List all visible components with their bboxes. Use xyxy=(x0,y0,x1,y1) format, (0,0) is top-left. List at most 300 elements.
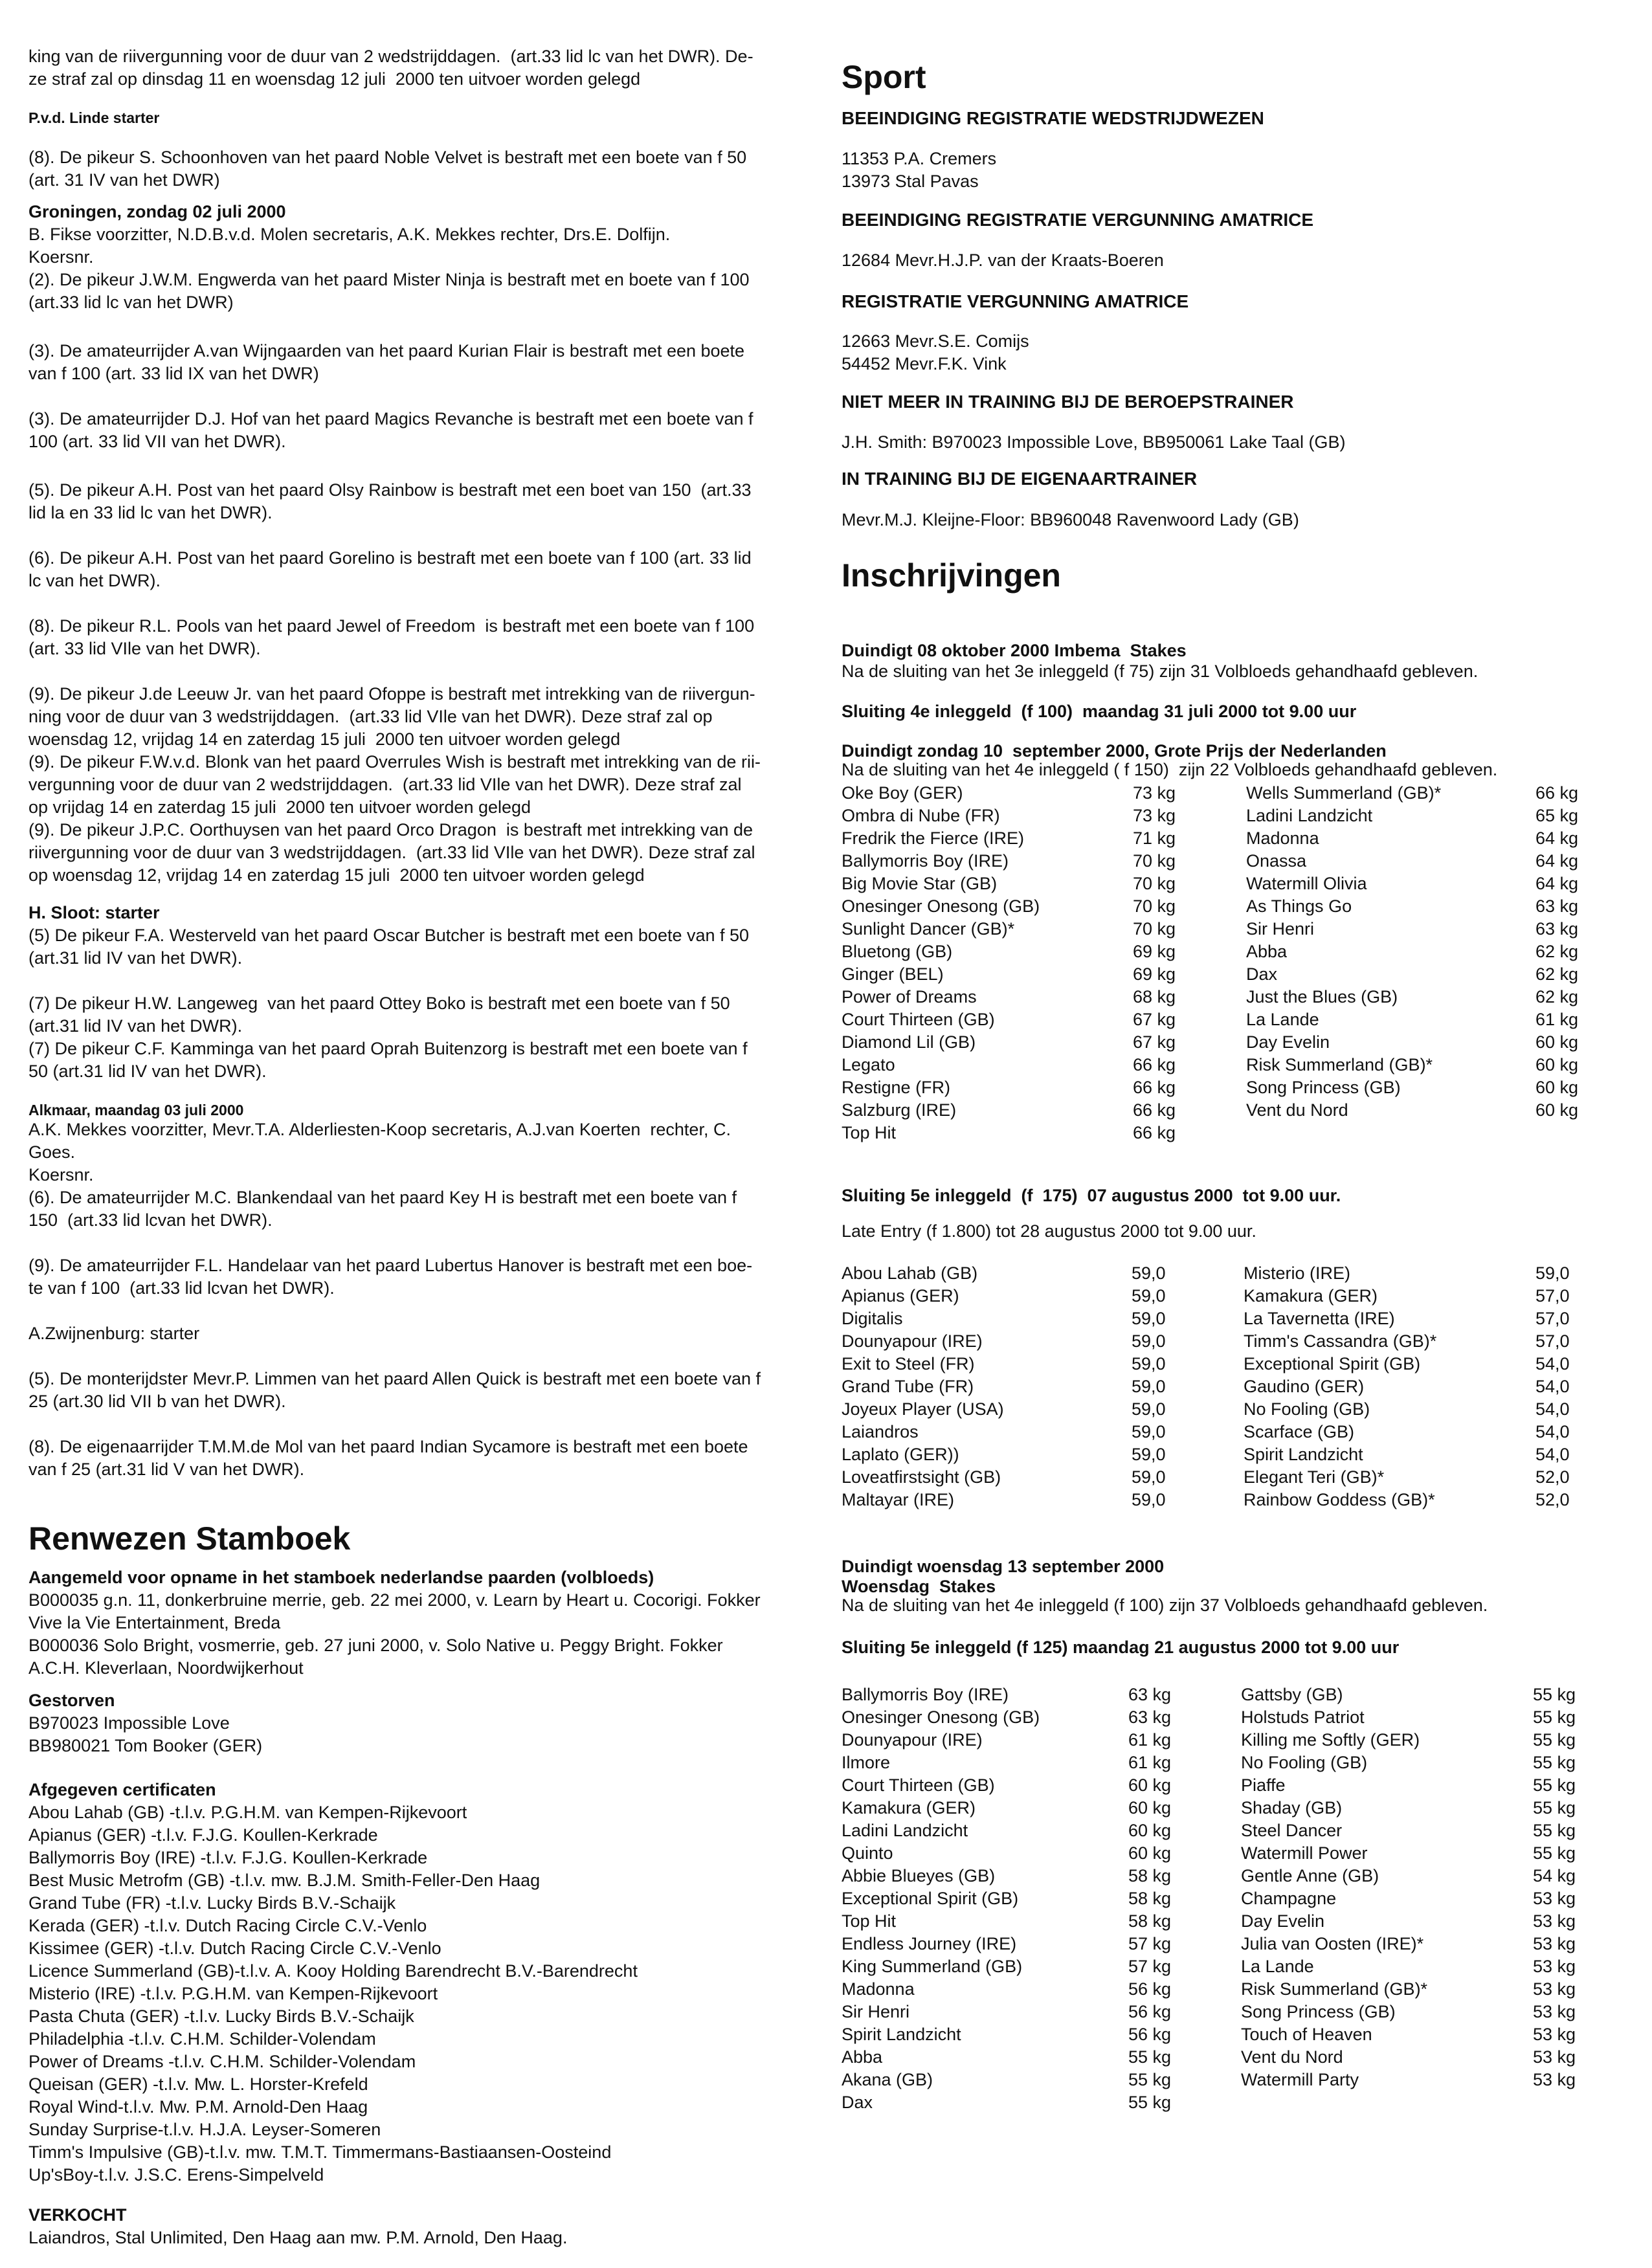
weight-value: 55 kg xyxy=(1128,2093,1172,2112)
weight-value: 54,0 xyxy=(1535,1399,1570,1419)
entry-row xyxy=(842,2091,1618,2114)
horse-name: Vent du Nord xyxy=(1246,1100,1348,1120)
weight-value: 60 kg xyxy=(1535,1100,1579,1120)
fine-line: (7) De pikeur C.F. Kamminga van het paard Oprah Buitenzorg is bestraft met een boete van f xyxy=(28,1039,748,1058)
horse-name: Power of Dreams xyxy=(842,987,977,1006)
weight-value: 55 kg xyxy=(1533,1730,1576,1750)
fine-line: (7) De pikeur H.W. Langeweg van het paard Ottey Boko is bestraft met een boete van f 50 xyxy=(28,994,730,1013)
weight-value: 61 kg xyxy=(1128,1730,1172,1750)
entry-row xyxy=(842,1099,1618,1122)
fine-line: te van f 100 (art.33 lid lcvan het DWR). xyxy=(28,1278,335,1298)
closing-line: Sluiting 4e inleggeld (f 100) maandag 31 juli 2000 tot 9.00 uur xyxy=(842,702,1357,721)
closing-line: Sluiting 5e inleggeld (f 125) maandag 21 augustus 2000 tot 9.00 uur xyxy=(842,1638,1400,1657)
horse-name: Legato xyxy=(842,1055,895,1074)
race-note: Na de sluiting van het 4e inleggeld ( f 150) zijn 22 Volbloeds gehandhaafd gebleven. xyxy=(842,760,1498,779)
race-title: Woensdag Stakes xyxy=(842,1577,996,1596)
officials-line: Koersnr. xyxy=(28,247,94,267)
horse-name: Madonna xyxy=(842,1979,915,1999)
fine-line: lid la en 33 lid lc van het DWR). xyxy=(28,503,273,522)
weight-value: 57,0 xyxy=(1535,1309,1570,1328)
entry-row xyxy=(842,873,1618,895)
horse-name: Ilmore xyxy=(842,1753,891,1772)
weight-value: 53 kg xyxy=(1533,2047,1576,2067)
horse-name: Fredrik the Fierce (IRE) xyxy=(842,828,1025,848)
weight-value: 59,0 xyxy=(1132,1377,1166,1396)
weight-value: 55 kg xyxy=(1533,1685,1576,1704)
weight-value: 53 kg xyxy=(1533,2025,1576,2044)
horse-name: Onassa xyxy=(1246,851,1307,871)
horse-name: Watermill Power xyxy=(1241,1843,1368,1863)
weight-value: 55 kg xyxy=(1128,2070,1172,2089)
weight-value: 66 kg xyxy=(1133,1078,1176,1097)
horse-name: Exceptional Spirit (GB) xyxy=(1244,1354,1421,1373)
weight-value: 55 kg xyxy=(1533,1798,1576,1818)
fine-line: (3). De amateurrijder A.van Wijngaarden van het paard Kurian Flair is bestraft met een boete xyxy=(28,341,745,361)
horse-name: Court Thirteen (GB) xyxy=(842,1010,995,1029)
weight-value: 62 kg xyxy=(1535,964,1579,984)
fine-line: 100 (art. 33 lid VII van het DWR). xyxy=(28,432,286,451)
entry-row xyxy=(842,1285,1618,1307)
registration-heading: BEEINDIGING REGISTRATIE WEDSTRIJDWEZEN xyxy=(842,108,1264,128)
weight-value: 54 kg xyxy=(1533,1866,1576,1885)
suspension-line: (9). De pikeur J.P.C. Oorthuysen van het paard Orco Dragon is bestraft met intrekking van de xyxy=(28,820,753,839)
horse-name: Dounyapour (IRE) xyxy=(842,1730,983,1750)
weight-value: 64 kg xyxy=(1535,874,1579,893)
weight-value: 69 kg xyxy=(1133,942,1176,961)
weight-value: 56 kg xyxy=(1128,2002,1172,2021)
weight-value: 73 kg xyxy=(1133,806,1176,825)
race-note: Na de sluiting van het 4e inleggeld (f 100) zijn 37 Volbloeds gehandhaafd gebleven. xyxy=(842,1595,1488,1615)
registration-line: 12663 Mevr.S.E. Comijs xyxy=(842,331,1029,351)
weight-value: 53 kg xyxy=(1533,1957,1576,1976)
horse-name: Ladini Landzicht xyxy=(842,1821,968,1840)
weight-value: 53 kg xyxy=(1533,1889,1576,1908)
weight-value: 66 kg xyxy=(1133,1123,1176,1142)
meeting-title: Alkmaar, maandag 03 juli 2000 xyxy=(28,1102,244,1118)
entry-row xyxy=(842,1054,1618,1076)
weight-value: 66 kg xyxy=(1133,1055,1176,1074)
horse-name: Misterio (IRE) xyxy=(1244,1263,1351,1283)
officials-line: B. Fikse voorzitter, N.D.B.v.d. Molen secretaris, A.K. Mekkes rechter, Drs.E. Dolfijn. xyxy=(28,225,671,244)
entry-row xyxy=(842,2069,1618,2091)
entry-row xyxy=(842,1955,1618,1978)
weight-value: 60 kg xyxy=(1128,1843,1172,1863)
horse-name: Watermill Olivia xyxy=(1246,874,1367,893)
registry-line: B000035 g.n. 11, donkerbruine merrie, geb. 22 mei 2000, v. Learn by Heart u. Cocorigi. Fokker xyxy=(28,1590,761,1610)
horse-name: As Things Go xyxy=(1246,896,1352,916)
weight-value: 59,0 xyxy=(1535,1263,1570,1283)
horse-name: Bluetong (GB) xyxy=(842,942,953,961)
entry-row xyxy=(842,1774,1618,1797)
fine-line: 50 (art.31 lid IV van het DWR). xyxy=(28,1062,267,1081)
weight-value: 70 kg xyxy=(1133,896,1176,916)
paragraph-line: ze straf zal op dinsdag 11 en woensdag 12 juli 2000 ten uitvoer worden gelegd xyxy=(28,69,641,89)
horse-name: La Tavernetta (IRE) xyxy=(1244,1309,1395,1328)
horse-name: Day Evelin xyxy=(1246,1032,1330,1052)
fine-line: van f 25 (art.31 lid V van het DWR). xyxy=(28,1460,305,1479)
weight-value: 58 kg xyxy=(1128,1866,1172,1885)
registration-line: 11353 P.A. Cremers xyxy=(842,149,997,168)
fine-line: van f 100 (art. 33 lid IX van het DWR) xyxy=(28,364,319,383)
fine-line: (2). De pikeur J.W.M. Engwerda van het paard Mister Ninja is bestraft met en boete van f 100 xyxy=(28,270,750,289)
horse-name: Salzburg (IRE) xyxy=(842,1100,957,1120)
weight-value: 59,0 xyxy=(1132,1286,1166,1306)
horse-name: Sir Henri xyxy=(1246,919,1315,939)
officials-line: Koersnr. xyxy=(28,1165,94,1184)
weight-value: 55 kg xyxy=(1128,2047,1172,2067)
weight-value: 71 kg xyxy=(1133,828,1176,848)
horse-name: Top Hit xyxy=(842,1123,897,1142)
registry-line: BB980021 Tom Booker (GER) xyxy=(28,1736,263,1755)
horse-name: Rainbow Goddess (GB)* xyxy=(1244,1490,1435,1509)
weight-value: 56 kg xyxy=(1128,1979,1172,1999)
horse-name: Abou Lahab (GB) xyxy=(842,1263,978,1283)
horse-name: Abbie Blueyes (GB) xyxy=(842,1866,996,1885)
weight-value: 54,0 xyxy=(1535,1377,1570,1396)
weight-value: 60 kg xyxy=(1128,1821,1172,1840)
registration-line: J.H. Smith: B970023 Impossible Love, BB950061 Lake Taal (GB) xyxy=(842,432,1346,452)
horse-name: Laplato (GER)) xyxy=(842,1445,959,1464)
weight-value: 53 kg xyxy=(1533,1934,1576,1953)
entry-row xyxy=(842,1375,1618,1398)
horse-name: Ballymorris Boy (IRE) xyxy=(842,1685,1009,1704)
horse-name: Diamond Lil (GB) xyxy=(842,1032,976,1052)
certificate-line: Pasta Chuta (GER) -t.l.v. Lucky Birds B.V.-Schaijk xyxy=(28,2007,414,2026)
fine-line: (6). De amateurrijder M.C. Blankendaal van het paard Key H is bestraft met een boete van f xyxy=(28,1188,737,1207)
weight-value: 63 kg xyxy=(1535,919,1579,939)
horse-name: Steel Dancer xyxy=(1241,1821,1343,1840)
weight-value: 59,0 xyxy=(1132,1467,1166,1487)
weight-value: 63 kg xyxy=(1128,1707,1172,1727)
registration-heading: NIET MEER IN TRAINING BIJ DE BEROEPSTRAINER xyxy=(842,392,1294,412)
horse-name: Restigne (FR) xyxy=(842,1078,951,1097)
fine-line: (art.31 lid IV van het DWR). xyxy=(28,948,243,968)
entry-row xyxy=(842,1307,1618,1330)
horse-name: Wells Summerland (GB)* xyxy=(1246,783,1442,803)
fine-line: (8). De pikeur R.L. Pools van het paard Jewel of Freedom is bestraft met een boete van f 100 xyxy=(28,616,755,636)
weight-value: 53 kg xyxy=(1533,1979,1576,1999)
horse-name: Sunlight Dancer (GB)* xyxy=(842,919,1015,939)
horse-name: Risk Summerland (GB)* xyxy=(1241,1979,1428,1999)
horse-name: Julia van Oosten (IRE)* xyxy=(1241,1934,1424,1953)
registry-line: A.C.H. Kleverlaan, Noordwijkerhout xyxy=(28,1658,304,1678)
weight-value: 66 kg xyxy=(1133,1100,1176,1120)
weight-value: 61 kg xyxy=(1535,1010,1579,1029)
section-heading: Inschrijvingen xyxy=(842,557,1061,594)
horse-name: Akana (GB) xyxy=(842,2070,933,2089)
weight-value: 60 kg xyxy=(1535,1055,1579,1074)
suspension-line: op woensdag 12, vrijdag 14 en zaterdag 15 juli 2000 ten uitvoer worden gelegd xyxy=(28,865,645,885)
horse-name: Onesinger Onesong (GB) xyxy=(842,1707,1040,1727)
horse-name: Holstuds Patriot xyxy=(1241,1707,1365,1727)
entry-row xyxy=(842,827,1618,850)
weight-value: 57,0 xyxy=(1535,1286,1570,1306)
weight-value: 58 kg xyxy=(1128,1911,1172,1931)
suspension-line: op vrijdag 14 en zaterdag 15 juli 2000 ten uitvoer worden gelegd xyxy=(28,797,531,817)
entry-row xyxy=(842,1489,1618,1511)
entry-row xyxy=(842,1978,1618,2001)
horse-name: Song Princess (GB) xyxy=(1246,1078,1401,1097)
entry-row xyxy=(842,1684,1618,1706)
weight-value: 53 kg xyxy=(1533,2002,1576,2021)
weight-value: 58 kg xyxy=(1128,1889,1172,1908)
weight-value: 53 kg xyxy=(1533,2070,1576,2089)
horse-name: Timm's Cassandra (GB)* xyxy=(1244,1331,1437,1351)
suspension-line: riivergunning voor de duur van 3 wedstrijddagen. (art.33 lid VIle van het DWR). Deze straf zal xyxy=(28,843,755,862)
weight-value: 73 kg xyxy=(1133,783,1176,803)
entry-row xyxy=(842,1443,1618,1466)
weight-value: 70 kg xyxy=(1133,919,1176,939)
weight-value: 59,0 xyxy=(1132,1309,1166,1328)
registration-line: 12684 Mevr.H.J.P. van der Kraats-Boeren xyxy=(842,250,1164,270)
horse-name: Gaudino (GER) xyxy=(1244,1377,1365,1396)
entry-row xyxy=(842,1466,1618,1489)
weight-value: 59,0 xyxy=(1132,1263,1166,1283)
certificate-line: Misterio (IRE) -t.l.v. P.G.H.M. van Kempen-Rijkevoort xyxy=(28,1984,438,2003)
section-heading: Renwezen Stamboek xyxy=(28,1520,351,1557)
horse-name: Ombra di Nube (FR) xyxy=(842,806,1000,825)
weight-value: 70 kg xyxy=(1133,851,1176,871)
weight-value: 60 kg xyxy=(1535,1078,1579,1097)
registration-heading: REGISTRATIE VERGUNNING AMATRICE xyxy=(842,291,1189,311)
horse-name: Risk Summerland (GB)* xyxy=(1246,1055,1433,1074)
weight-value: 57,0 xyxy=(1535,1331,1570,1351)
certificate-line: Apianus (GER) -t.l.v. F.J.G. Koullen-Kerkrade xyxy=(28,1825,378,1845)
weight-value: 70 kg xyxy=(1133,874,1176,893)
horse-name: Watermill Party xyxy=(1241,2070,1359,2089)
horse-name: Top Hit xyxy=(842,1911,897,1931)
fine-line: (art.33 lid lc van het DWR) xyxy=(28,293,234,312)
weight-value: 57 kg xyxy=(1128,1957,1172,1976)
entry-row xyxy=(842,963,1618,986)
certificate-line: Kissimee (GER) -t.l.v. Dutch Racing Circle C.V.-Venlo xyxy=(28,1939,441,1958)
horse-name: La Lande xyxy=(1246,1010,1319,1029)
registry-line: B970023 Impossible Love xyxy=(28,1713,230,1733)
fine-line: (9). De amateurrijder F.L. Handelaar van het paard Lubertus Hanover is bestraft met een boe- xyxy=(28,1256,753,1275)
registration-line: Mevr.M.J. Kleijne-Floor: BB960048 Ravenwoord Lady (GB) xyxy=(842,510,1299,529)
weight-value: 52,0 xyxy=(1535,1490,1570,1509)
weight-value: 69 kg xyxy=(1133,964,1176,984)
horse-name: Elegant Teri (GB)* xyxy=(1244,1467,1385,1487)
certificate-line: Philadelphia -t.l.v. C.H.M. Schilder-Volendam xyxy=(28,2029,376,2049)
entry-row xyxy=(842,1819,1618,1842)
race-note: Na de sluiting van het 3e inleggeld (f 75) zijn 31 Volbloeds gehandhaafd gebleven. xyxy=(842,662,1479,681)
entry-row xyxy=(842,805,1618,827)
weight-value: 64 kg xyxy=(1535,828,1579,848)
weight-value: 57 kg xyxy=(1128,1934,1172,1953)
weight-value: 60 kg xyxy=(1535,1032,1579,1052)
horse-name: King Summerland (GB) xyxy=(842,1957,1023,1976)
fine-line: (5). De pikeur A.H. Post van het paard Olsy Rainbow is bestraft met een boet van 150 (art.33 xyxy=(28,480,752,500)
horse-name: Quinto xyxy=(842,1843,893,1863)
weight-value: 64 kg xyxy=(1535,851,1579,871)
fine-line: (art.31 lid IV van het DWR). xyxy=(28,1016,243,1036)
subsection-heading: Afgegeven certificaten xyxy=(28,1780,216,1799)
entry-row xyxy=(842,1729,1618,1751)
weight-value: 62 kg xyxy=(1535,942,1579,961)
certificate-line: Up'sBoy-t.l.v. J.S.C. Erens-Simpelveld xyxy=(28,2165,324,2185)
weight-value: 54,0 xyxy=(1535,1354,1570,1373)
section-heading: Sport xyxy=(842,59,926,95)
entry-row xyxy=(842,782,1618,805)
starter-heading: P.v.d. Linde starter xyxy=(28,109,160,126)
horse-name: Sir Henri xyxy=(842,2002,910,2021)
closing-line: Sluiting 5e inleggeld (f 175) 07 augustus 2000 tot 9.00 uur. xyxy=(842,1186,1341,1205)
horse-name: Ballymorris Boy (IRE) xyxy=(842,851,1009,871)
weight-value: 59,0 xyxy=(1132,1354,1166,1373)
horse-name: Exceptional Spirit (GB) xyxy=(842,1889,1019,1908)
entry-row xyxy=(842,1008,1618,1031)
horse-name: Oke Boy (GER) xyxy=(842,783,963,803)
horse-name: Ladini Landzicht xyxy=(1246,806,1373,825)
officials-line: Goes. xyxy=(28,1142,76,1162)
weight-value: 61 kg xyxy=(1128,1753,1172,1772)
fine-line: (8). De eigenaarrijder T.M.M.de Mol van het paard Indian Sycamore is bestraft met een boete xyxy=(28,1437,748,1456)
horse-name: Song Princess (GB) xyxy=(1241,2002,1396,2021)
entry-row xyxy=(842,1797,1618,1819)
horse-name: No Fooling (GB) xyxy=(1241,1753,1368,1772)
weight-value: 68 kg xyxy=(1133,987,1176,1006)
horse-name: Court Thirteen (GB) xyxy=(842,1775,995,1795)
race-title: Duindigt zondag 10 september 2000, Grote Prijs der Nederlanden xyxy=(842,741,1387,761)
certificate-line: Sunday Surprise-t.l.v. H.J.A. Leyser-Someren xyxy=(28,2120,381,2139)
fine-line: 25 (art.30 lid VII b van het DWR). xyxy=(28,1392,286,1411)
entry-row xyxy=(842,1933,1618,1955)
certificate-line: Grand Tube (FR) -t.l.v. Lucky Birds B.V.-Schaijk xyxy=(28,1893,396,1913)
certificate-line: Best Music Metrofm (GB) -t.l.v. mw. B.J.M. Smith-Feller-Den Haag xyxy=(28,1871,541,1890)
horse-name: Touch of Heaven xyxy=(1241,2025,1372,2044)
horse-name: Endless Journey (IRE) xyxy=(842,1934,1017,1953)
entry-row xyxy=(842,1330,1618,1353)
entry-row xyxy=(842,1910,1618,1933)
weight-value: 59,0 xyxy=(1132,1445,1166,1464)
weight-value: 54,0 xyxy=(1535,1422,1570,1441)
entry-row xyxy=(842,1031,1618,1054)
registry-line: Vive la Vie Entertainment, Breda xyxy=(28,1613,281,1632)
weight-value: 59,0 xyxy=(1132,1331,1166,1351)
horse-name: Day Evelin xyxy=(1241,1911,1325,1931)
horse-name: Gentle Anne (GB) xyxy=(1241,1866,1379,1885)
weight-value: 63 kg xyxy=(1535,896,1579,916)
entry-row xyxy=(842,1865,1618,1887)
registration-line: 13973 Stal Pavas xyxy=(842,172,979,191)
horse-name: Spirit Landzicht xyxy=(842,2025,961,2044)
horse-name: No Fooling (GB) xyxy=(1244,1399,1370,1419)
fine-line: (art. 31 IV van het DWR) xyxy=(28,170,220,190)
horse-name: Kamakura (GER) xyxy=(842,1798,976,1818)
suspension-line: (9). De pikeur F.W.v.d. Blonk van het paard Overrules Wish is bestraft met intrekking van de rii- xyxy=(28,752,761,772)
late-entry-line: Late Entry (f 1.800) tot 28 augustus 2000 tot 9.00 uur. xyxy=(842,1221,1256,1241)
horse-name: Scarface (GB) xyxy=(1244,1422,1355,1441)
weight-value: 67 kg xyxy=(1133,1032,1176,1052)
horse-name: Shaday (GB) xyxy=(1241,1798,1343,1818)
subsection-heading: Gestorven xyxy=(28,1691,115,1710)
fine-line: 150 (art.33 lid lcvan het DWR). xyxy=(28,1210,273,1230)
horse-name: Abba xyxy=(1246,942,1288,961)
horse-name: Apianus (GER) xyxy=(842,1286,959,1306)
entry-row xyxy=(842,1706,1618,1729)
horse-name: Gattsby (GB) xyxy=(1241,1685,1343,1704)
paragraph-line: king van de riivergunning voor de duur van 2 wedstrijddagen. (art.33 lid lc van het DWR). De- xyxy=(28,47,753,66)
entry-row xyxy=(842,2001,1618,2023)
horse-name: Laiandros xyxy=(842,1422,919,1441)
starter-heading: H. Sloot: starter xyxy=(28,903,160,922)
weight-value: 55 kg xyxy=(1533,1843,1576,1863)
weight-value: 63 kg xyxy=(1128,1685,1172,1704)
horse-name: Onesinger Onesong (GB) xyxy=(842,896,1040,916)
entry-row xyxy=(842,895,1618,918)
entry-row xyxy=(842,1262,1618,1285)
entry-row xyxy=(842,1076,1618,1099)
weight-value: 56 kg xyxy=(1128,2025,1172,2044)
horse-name: Killing me Softly (GER) xyxy=(1241,1730,1420,1750)
fine-line: (3). De amateurrijder D.J. Hof van het paard Magics Revanche is bestraft met een boete van f xyxy=(28,409,753,428)
fine-line: (5). De monterijdster Mevr.P. Limmen van het paard Allen Quick is bestraft met een boete van f xyxy=(28,1369,761,1388)
weight-value: 52,0 xyxy=(1535,1467,1570,1487)
subsection-heading: VERKOCHT xyxy=(28,2205,127,2225)
horse-name: Dax xyxy=(842,2093,873,2112)
horse-name: La Lande xyxy=(1241,1957,1314,1976)
suspension-line: (9). De pikeur J.de Leeuw Jr. van het paard Ofoppe is bestraft met intrekking van de riivergun- xyxy=(28,684,755,704)
registration-heading: IN TRAINING BIJ DE EIGENAARTRAINER xyxy=(842,469,1198,489)
horse-name: Digitalis xyxy=(842,1309,903,1328)
race-title: Duindigt 08 oktober 2000 Imbema Stakes xyxy=(842,641,1187,660)
weight-value: 62 kg xyxy=(1535,987,1579,1006)
sale-line: Laiandros, Stal Unlimited, Den Haag aan mw. P.M. Arnold, Den Haag. xyxy=(28,2228,568,2247)
horse-name: Abba xyxy=(842,2047,883,2067)
horse-name: Madonna xyxy=(1246,828,1319,848)
weight-value: 55 kg xyxy=(1533,1775,1576,1795)
weight-value: 54,0 xyxy=(1535,1445,1570,1464)
entry-row xyxy=(842,1122,1618,1144)
meeting-title: Groningen, zondag 02 juli 2000 xyxy=(28,202,286,221)
certificate-line: Royal Wind-t.l.v. Mw. P.M. Arnold-Den Haag xyxy=(28,2097,368,2117)
certificate-line: Abou Lahab (GB) -t.l.v. P.G.H.M. van Kempen-Rijkevoort xyxy=(28,1803,467,1822)
horse-name: Maltayar (IRE) xyxy=(842,1490,955,1509)
weight-value: 60 kg xyxy=(1128,1775,1172,1795)
horse-name: Loveatfirstsight (GB) xyxy=(842,1467,1001,1487)
suspension-line: vergunning voor de duur van 2 wedstrijddagen. (art.33 lid VIle van het DWR). Deze straf zal xyxy=(28,775,742,794)
certificate-line: Timm's Impulsive (GB)-t.l.v. mw. T.M.T. Timmermans-Bastiaansen-Oosteind xyxy=(28,2142,612,2162)
entry-row xyxy=(842,986,1618,1008)
subsection-heading: Aangemeld voor opname in het stamboek nederlandse paarden (volbloeds) xyxy=(28,1568,654,1587)
certificate-line: Queisan (GER) -t.l.v. Mw. L. Horster-Krefeld xyxy=(28,2074,368,2094)
certificate-line: Power of Dreams -t.l.v. C.H.M. Schilder-Volendam xyxy=(28,2052,416,2071)
weight-value: 59,0 xyxy=(1132,1422,1166,1441)
fine-line: (8). De pikeur S. Schoonhoven van het paard Noble Velvet is bestraft met een boete van f 50 xyxy=(28,148,747,167)
weight-value: 55 kg xyxy=(1533,1753,1576,1772)
weight-value: 60 kg xyxy=(1128,1798,1172,1818)
horse-name: Vent du Nord xyxy=(1241,2047,1343,2067)
fine-line: (art. 33 lid VIle van het DWR). xyxy=(28,639,261,658)
registration-line: 54452 Mevr.F.K. Vink xyxy=(842,354,1007,373)
weight-value: 55 kg xyxy=(1533,1821,1576,1840)
weight-value: 59,0 xyxy=(1132,1490,1166,1509)
entry-row xyxy=(842,1751,1618,1774)
weight-value: 55 kg xyxy=(1533,1707,1576,1727)
certificate-line: Kerada (GER) -t.l.v. Dutch Racing Circle C.V.-Venlo xyxy=(28,1916,427,1935)
certificate-line: Licence Summerland (GB)-t.l.v. A. Kooy Holding Barendrecht B.V.-Barendrecht xyxy=(28,1961,638,1981)
registration-heading: BEEINDIGING REGISTRATIE VERGUNNING AMATRICE xyxy=(842,210,1314,230)
horse-name: Big Movie Star (GB) xyxy=(842,874,998,893)
horse-name: Exit to Steel (FR) xyxy=(842,1354,975,1373)
horse-name: Piaffe xyxy=(1241,1775,1286,1795)
horse-name: Champagne xyxy=(1241,1889,1337,1908)
suspension-line: ning voor de duur van 3 wedstrijddagen. (art.33 lid VIle van het DWR). Deze straf zal op xyxy=(28,707,713,726)
horse-name: Grand Tube (FR) xyxy=(842,1377,974,1396)
registry-line: B000036 Solo Bright, vosmerrie, geb. 27 juni 2000, v. Solo Native u. Peggy Bright. Fokker xyxy=(28,1636,723,1655)
weight-value: 59,0 xyxy=(1132,1399,1166,1419)
